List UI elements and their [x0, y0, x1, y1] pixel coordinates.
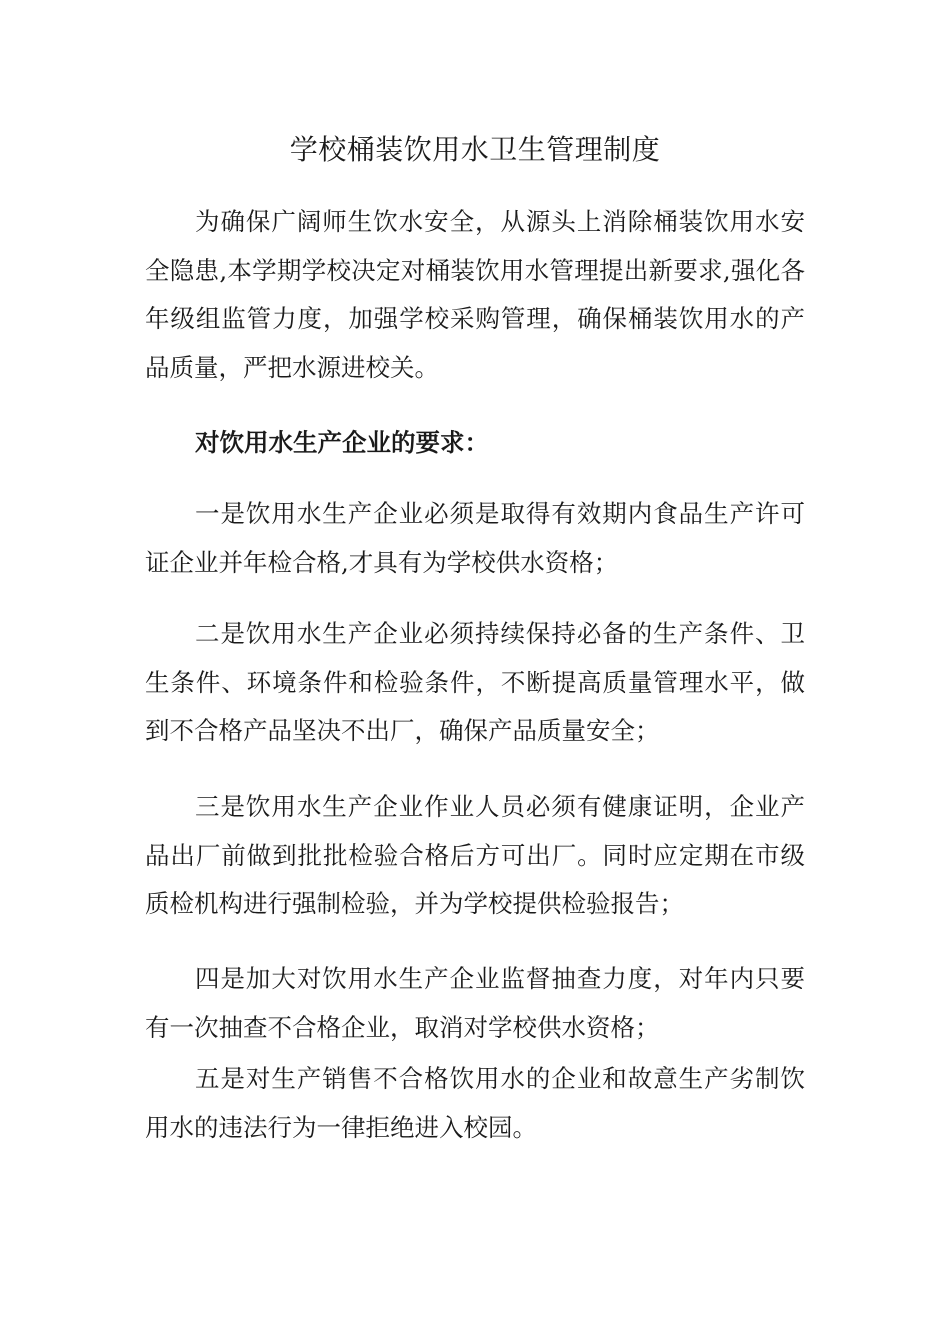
intro-paragraph: 为确保广阔师生饮水安全，从源头上消除桶装饮用水安全隐患,本学期学校决定对桶装饮用水管理提出新要求,强化各年级组监管力度，加强学校采购管理，确保桶装饮用水的产品质量，严把水源进校关。	[145, 207, 805, 382]
requirement-item-4: 四是加大对饮用水生产企业监督抽查力度，对年内只要有一次抽查不合格企业，取消对学校供水资格；	[145, 964, 805, 1042]
requirement-item-2: 二是饮用水生产企业必须持续保持必备的生产条件、卫生条件、环境条件和检验条件，不断提高质量管理水平，做到不合格产品坚决不出厂，确保产品质量安全；	[145, 619, 805, 745]
requirement-item-1: 一是饮用水生产企业必须是取得有效期内食品生产许可证企业并年检合格,才具有为学校供水资格；	[145, 499, 805, 577]
document-title: 学校桶装饮用水卫生管理制度	[289, 133, 661, 166]
requirement-item-5: 五是对生产销售不合格饮用水的企业和故意生产劣制饮用水的违法行为一律拒绝进入校园。	[145, 1064, 805, 1142]
requirement-item-3: 三是饮用水生产企业作业人员必须有健康证明，企业产品出厂前做到批批检验合格后方可出厂。同时应定期在市级质检机构进行强制检验，并为学校提供检验报告；	[145, 792, 805, 918]
section-heading: 对饮用水生产企业的要求：	[195, 428, 489, 457]
